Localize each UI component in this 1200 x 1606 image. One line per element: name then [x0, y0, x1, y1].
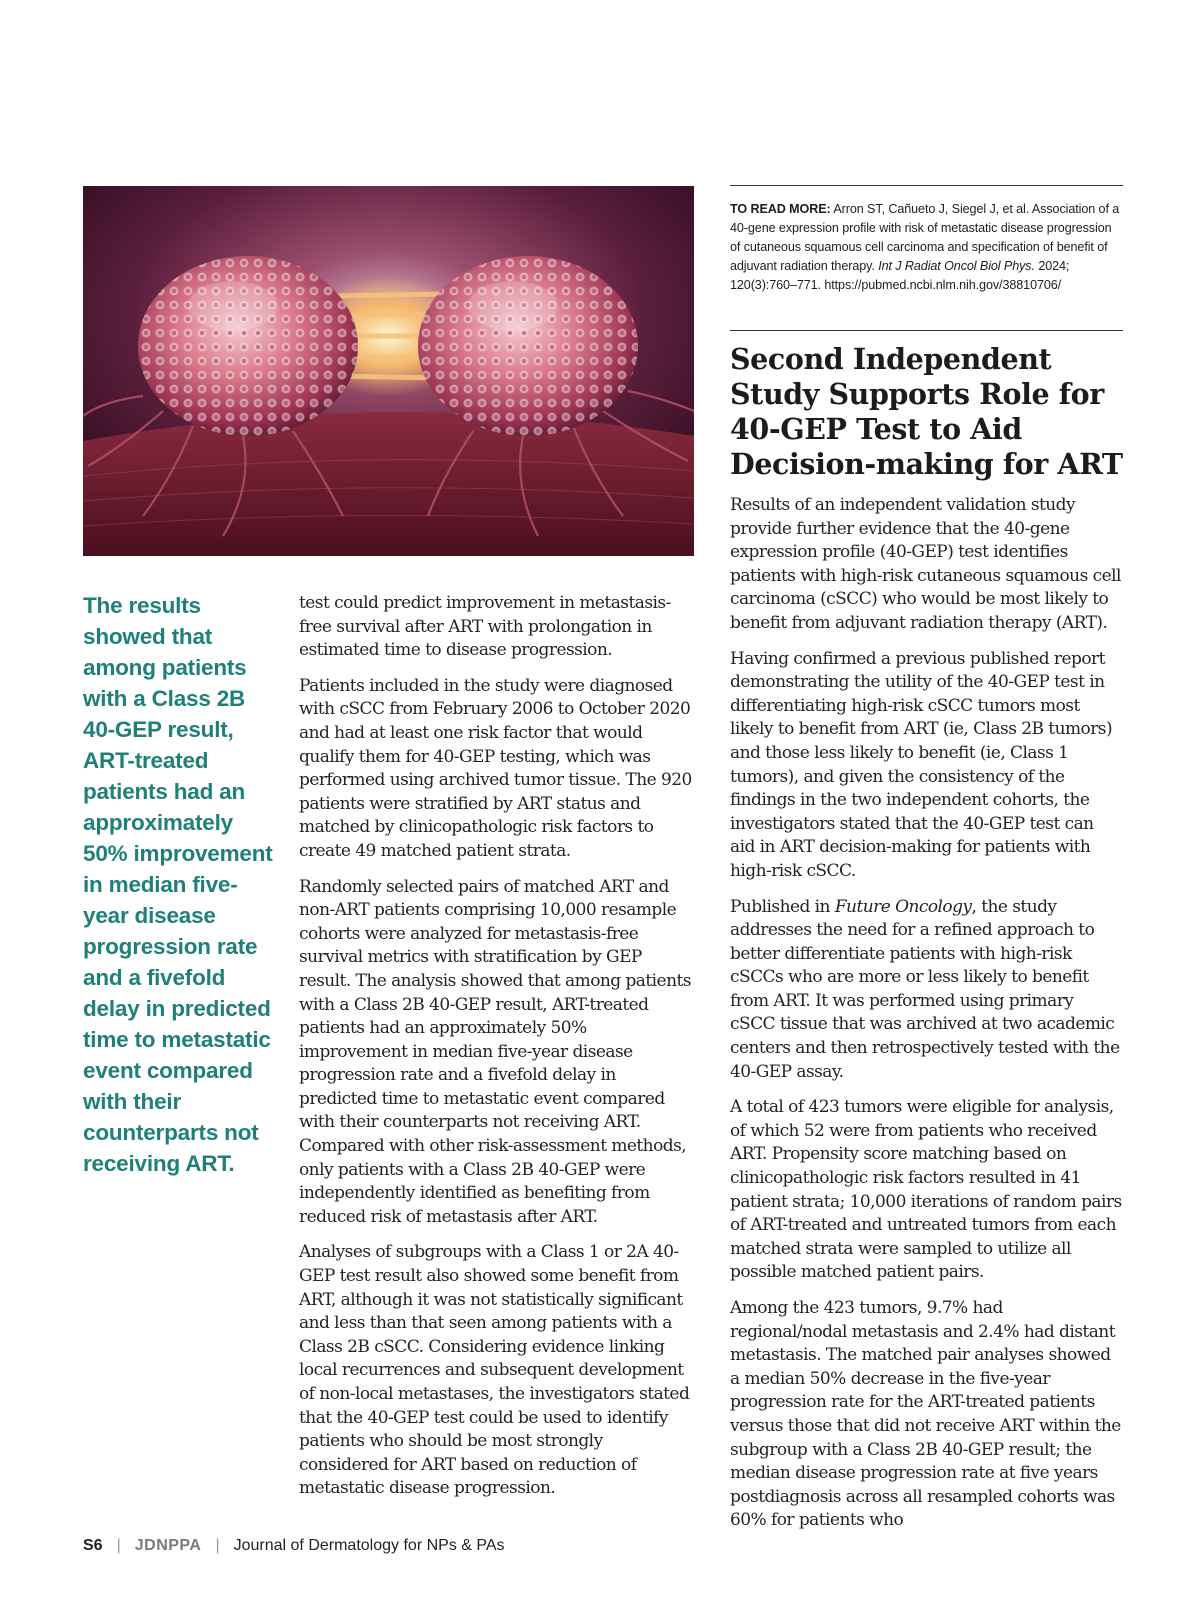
read-more-citation: [730, 200, 1123, 295]
journal-name: Journal of Dermatology for NPs & PAs: [233, 1537, 505, 1554]
citation-details: 2024; 120(3):760–771.: [730, 259, 1070, 292]
paragraph: Analyses of subgroups with a Class 1 or 2A 40-GEP test result also showed some benefit from ART, although it was not statistically significant and less than that seen among patients with a Class 2B cSCC. Considering evidence linking local recurrences and subsequent development of non-local metastases, the investigators stated that the 40-GEP test could be used to identify patients who should be most strongly considered for ART based on reduction of metastatic disease progression.: [299, 1242, 690, 1499]
page-footer: [83, 1535, 505, 1557]
paragraph: Patients included in the study were diagnosed with cSCC from February 2006 to October 2020 and had at least one risk factor that would qualify them for 40-GEP testing, which was performed using archived tumor tissue. The 920 patients were stratified by ART status and matched by clinicopathologic risk factors to create 49 matched patient strata.: [299, 675, 692, 861]
article-headline: Second Independent Study Supports Role for 40-GEP Test to Aid Decision-making for ART: [730, 342, 1123, 481]
journal-title: Future Oncology: [834, 896, 972, 917]
text: Published in: [730, 896, 830, 917]
illustration-cancer-cells-dividing-icon: [83, 186, 694, 556]
read-more-label: TO READ MORE:: [730, 202, 831, 216]
citation-link[interactable]: https://pubmed.ncbi.nlm.nih.gov/38810706/: [824, 278, 1062, 292]
separator: |: [116, 1537, 121, 1554]
paragraph: [730, 896, 1123, 1085]
paragraph: test could predict improvement in metastasis-free survival after ART with prolongation in estimated time to disease progression.: [299, 593, 671, 661]
journal-abbreviation: JDNPPA: [134, 1537, 202, 1554]
text: , the study addresses the need for a refined approach to better differentiate patients with high-risk cSCCs who are more or less likely to benefit from ART. It was performed using primary cSCC tissue that was archived at two academic centers and then retrospectively tested with the 40-GEP assay.: [730, 896, 1120, 1082]
paragraph: Randomly selected pairs of matched ART and non-ART patients comprising 10,000 resample cohorts were analyzed for metastasis-free survival metrics with stratification by GEP result. The analysis showed that among patients with a Class 2B 40-GEP result, ART-treated patients had an approximately 50% improvement in median five-year disease progression rate and a fivefold delay in predicted time to metastatic event compared with their counterparts not receiving ART. Compared with other risk-assessment methods, only patients with a Class 2B 40-GEP were independently identified as benefiting from reduced risk of metastasis after ART.: [299, 876, 691, 1227]
middle-column: [299, 592, 694, 1513]
paragraph: Having confirmed a previous published report demonstrating the utility of the 40-GEP test in differentiating high-risk cSCC tumors most likely to benefit from ART (ie, Class 2B tumors) and those less likely to benefit (ie, Class 1 tumors), and given the consistency of the findings in the two independent cohorts, the investigators stated that the 40-GEP test can aid in ART decision-making for patients with high-risk cSCC.: [730, 648, 1113, 881]
page-number: S6: [83, 1537, 103, 1554]
divider-top: [730, 185, 1123, 186]
citation-journal: Int J Radiat Oncol Biol Phys.: [878, 259, 1035, 273]
paragraph: Among the 423 tumors, 9.7% had regional/nodal metastasis and 2.4% had distant metastasis. The matched pair analyses showed a median 50% decrease in the five-year progression rate for the ART-treated patients versus those that did not receive ART within the subgroup with a Class 2B 40-GEP result; the median disease progression rate at five years postdiagnosis across all resampled cohorts was 60% for patients who: [730, 1298, 1121, 1531]
separator: |: [215, 1537, 220, 1554]
paragraph: A total of 423 tumors were eligible for analysis, of which 52 were from patients who received ART. Propensity score matching based on clinicopathologic risk factors resulted in 41 patient strata; 10,000 iterations of random pairs of ART-treated and untreated tumors from each matched strata were sampled to utilize all possible matched patient pairs.: [730, 1097, 1122, 1283]
citation-text: Arron ST, Cañueto J, Siegel J, et al. Association of a 40-gene expression profile with risk of metastatic disease progression of cutaneous squamous cell carcinoma and specification of benefit of adjuvant radiation therapy.: [730, 202, 1120, 273]
paragraph: Results of an independent validation study provide further evidence that the 40-gene expression profile (40-GEP) test identifies patients with high-risk cutaneous squamous cell carcinoma (cSCC) who would be most likely to benefit from adjuvant radiation therapy (ART).: [730, 495, 1121, 633]
divider-bottom: [730, 330, 1123, 331]
cancer-cells-illustration: [83, 186, 694, 556]
right-column: [730, 494, 1123, 1545]
pull-quote: The results showed that among patients with a Class 2B 40-GEP result, ART-treated patients had an approximately 50% improvement in median five-year disease progression rate and a fivefold delay in predicted time to metastatic event compared with their counterparts not receiving ART.: [83, 593, 273, 1176]
